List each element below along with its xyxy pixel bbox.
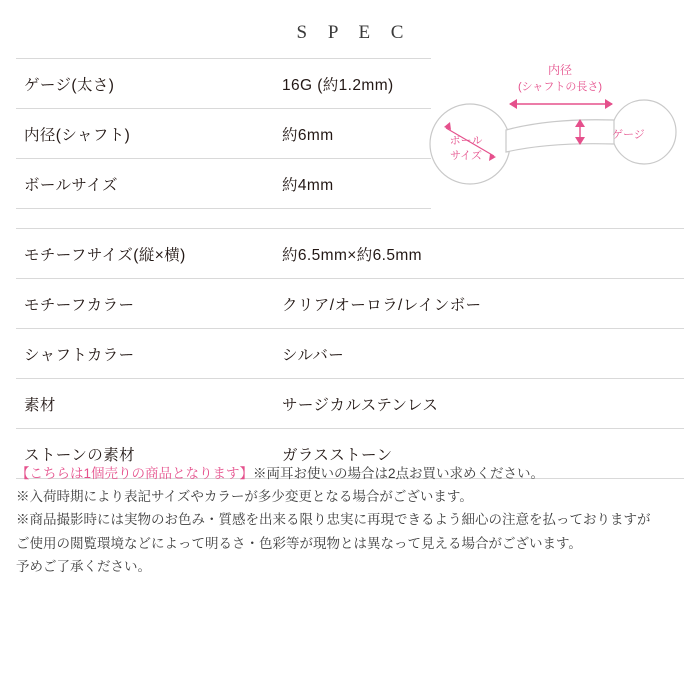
label-ball-size-line1: ボール bbox=[449, 135, 483, 147]
table-row bbox=[16, 329, 684, 379]
spec-value: シルバー bbox=[282, 347, 345, 364]
note-highlight: 【こちらは1個売りの商品となります】 bbox=[16, 466, 254, 481]
shaft-shape bbox=[506, 120, 614, 152]
table-row bbox=[16, 279, 684, 329]
spec-key: ストーンの素材 bbox=[24, 447, 135, 464]
spec-key: 素材 bbox=[24, 397, 56, 414]
spec-value: 16G (約1.2mm) bbox=[282, 77, 394, 94]
notes-block bbox=[16, 462, 686, 578]
label-ball-size-line2: サイズ bbox=[449, 150, 483, 162]
spec-value: 約6mm bbox=[282, 127, 334, 144]
spec-table-bottom bbox=[16, 228, 684, 479]
page-title: S P E C bbox=[296, 22, 412, 43]
spec-table-top bbox=[16, 58, 431, 209]
table-row bbox=[16, 109, 431, 159]
label-gauge: ゲージ bbox=[612, 129, 645, 141]
note-text: ※両耳お使いの場合は2点お買い求めください。 bbox=[253, 466, 545, 481]
spec-value: クリア/オーロラ/レインボー bbox=[282, 297, 482, 314]
note-line-1 bbox=[16, 462, 686, 485]
table-row bbox=[16, 59, 431, 109]
spec-key: ゲージ(太さ) bbox=[24, 77, 115, 94]
inner-diameter-arrow bbox=[509, 99, 613, 109]
note-line-5: 予めご了承ください。 bbox=[16, 558, 151, 574]
label-inner-diameter-sub: (シャフトの長さ) bbox=[517, 81, 603, 93]
piercing-dimension-diagram bbox=[420, 56, 688, 206]
label-inner-diameter: 内径 bbox=[547, 63, 573, 77]
spec-value: サージカルステンレス bbox=[282, 397, 439, 414]
table-row bbox=[16, 379, 684, 429]
spec-value: ガラスストーン bbox=[282, 447, 393, 464]
spec-key: モチーフカラー bbox=[24, 297, 135, 314]
spec-value: 約4mm bbox=[282, 177, 334, 194]
spec-key: シャフトカラー bbox=[24, 347, 135, 364]
spec-key: モチーフサイズ(縦×横) bbox=[24, 247, 186, 264]
table-row bbox=[16, 159, 431, 209]
spec-key: 内径(シャフト) bbox=[24, 127, 131, 144]
table-row bbox=[16, 229, 684, 279]
spec-key: ボールサイズ bbox=[24, 177, 118, 194]
spec-value: 約6.5mm×約6.5mm bbox=[282, 247, 422, 264]
note-line-3: ※商品撮影時には実物のお色み・質感を出来る限り忠実に再現できるよう細心の注意を払っておりますが bbox=[16, 512, 651, 528]
note-line-4: ご使用の閲覧環境などによって明るさ・色彩等が現物とは異なって見える場合がございます。 bbox=[16, 535, 582, 551]
note-line-2: ※入荷時期により表記サイズやカラーが多少変更となる場合がございます。 bbox=[16, 489, 473, 505]
